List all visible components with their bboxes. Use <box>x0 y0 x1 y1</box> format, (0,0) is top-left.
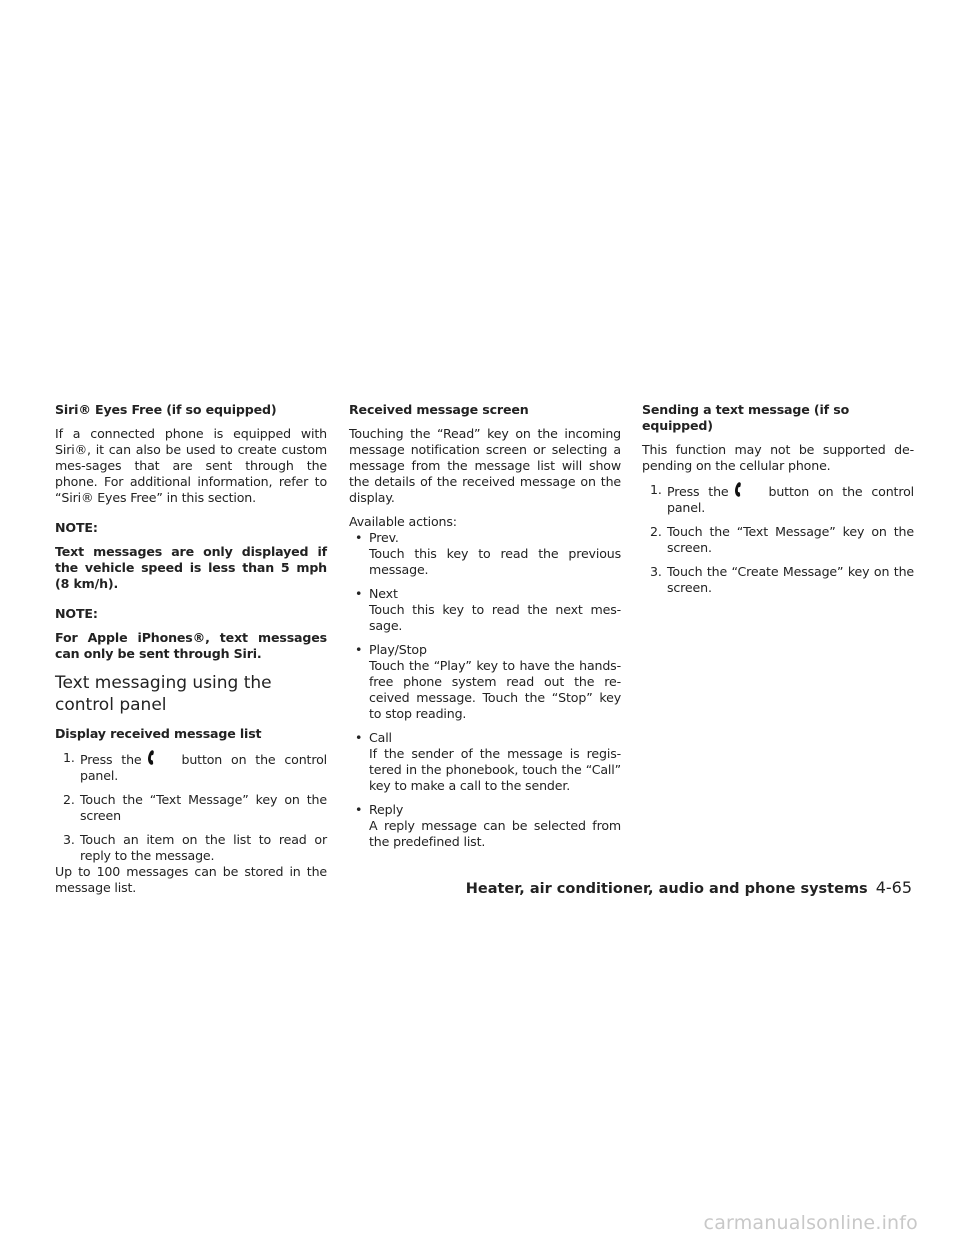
step-item <box>55 792 327 824</box>
received-heading: Received message screen <box>349 402 529 417</box>
step-item <box>55 750 327 784</box>
action-description: Touch this key to read the previous message. <box>369 546 621 577</box>
sending-heading: Sending a text message (if so equipped) <box>642 402 850 433</box>
bullet: • <box>355 642 363 657</box>
step-number: 3. <box>650 564 662 579</box>
step-number: 2. <box>650 524 662 539</box>
step-item <box>642 524 914 556</box>
sending-steps-list <box>642 482 914 596</box>
step-number: 2. <box>63 792 75 807</box>
storage-paragraph: Up to 100 messages can be stored in the message list. <box>55 864 327 895</box>
note-text-1: Text messages are only displayed if the vehicle speed is less than 5 mph (8 km/h). <box>55 544 327 591</box>
bullet: • <box>355 802 363 817</box>
sending-intro: This function may not be supported de-pending on the cellular phone. <box>642 442 914 473</box>
display-list-heading: Display received message list <box>55 726 262 741</box>
bullet: • <box>355 586 363 601</box>
step-text: Touch the “Text Message” key on the screen <box>80 792 327 823</box>
received-intro: Touching the “Read” key on the incoming message notification screen or selecting a message from the message list will show the details of the received message on the display. <box>349 426 621 505</box>
bullet: • <box>355 730 363 745</box>
note-label-2: NOTE: <box>55 606 98 621</box>
phone-handset-icon <box>142 750 182 766</box>
page-footer <box>466 878 912 897</box>
action-item <box>349 586 621 634</box>
step-text-after: button on the control panel. <box>667 484 914 515</box>
action-name: Reply <box>369 802 404 817</box>
watermark: carmanualsonline.info <box>703 1212 918 1234</box>
action-item <box>349 730 621 794</box>
action-item <box>349 642 621 722</box>
step-number: 1. <box>650 482 662 497</box>
step-text: Touch the “Create Message” key on the screen. <box>667 564 914 595</box>
bullet: • <box>355 530 363 545</box>
action-description: Touch the “Play” key to have the hands-free phone system read out the re-ceived message. Touch the “Stop” key to stop reading. <box>369 658 621 721</box>
action-name: Call <box>369 730 392 745</box>
chapter-title: Heater, air conditioner, audio and phone systems <box>465 881 868 897</box>
step-item <box>55 832 327 864</box>
action-name: Play/Stop <box>369 642 427 657</box>
siri-paragraph: If a connected phone is equipped with Siri®, it can also be used to create custom mes-sages that are sent through the phone. For additional information, refer to “Siri® Eyes Free” in this section. <box>55 426 327 505</box>
column-middle <box>349 402 621 858</box>
action-item <box>349 530 621 578</box>
note-text-2: For Apple iPhones®, text messages can only be sent through Siri. <box>55 630 327 661</box>
column-right <box>642 402 914 604</box>
column-left <box>55 402 327 904</box>
step-text-before: Press the <box>80 752 142 767</box>
display-steps-list <box>55 750 327 864</box>
action-name: Prev. <box>369 530 399 545</box>
step-text: Touch the “Text Message” key on the screen. <box>667 524 914 555</box>
step-text-before: Press the <box>667 484 729 499</box>
section-title: Text messaging using the control panel <box>55 673 272 715</box>
step-item <box>642 482 914 516</box>
page-number: 4-65 <box>875 878 912 897</box>
phone-handset-icon <box>729 482 769 498</box>
action-description: If the sender of the message is regis-tered in the phonebook, touch the “Call” key to make a call to the sender. <box>369 746 621 793</box>
action-name: Next <box>369 586 398 601</box>
step-text: Touch an item on the list to read or reply to the message. <box>80 832 327 863</box>
step-number: 1. <box>63 750 75 765</box>
step-number: 3. <box>63 832 75 847</box>
siri-heading: Siri® Eyes Free (if so equipped) <box>55 402 277 417</box>
note-label-1: NOTE: <box>55 520 98 535</box>
step-text-after: button on the control panel. <box>80 752 327 783</box>
available-actions-label: Available actions: <box>349 514 457 529</box>
step-item <box>642 564 914 596</box>
action-description: Touch this key to read the next mes-sage. <box>369 602 621 633</box>
action-description: A reply message can be selected from the predefined list. <box>369 818 621 849</box>
action-item <box>349 802 621 850</box>
actions-list <box>349 530 621 850</box>
